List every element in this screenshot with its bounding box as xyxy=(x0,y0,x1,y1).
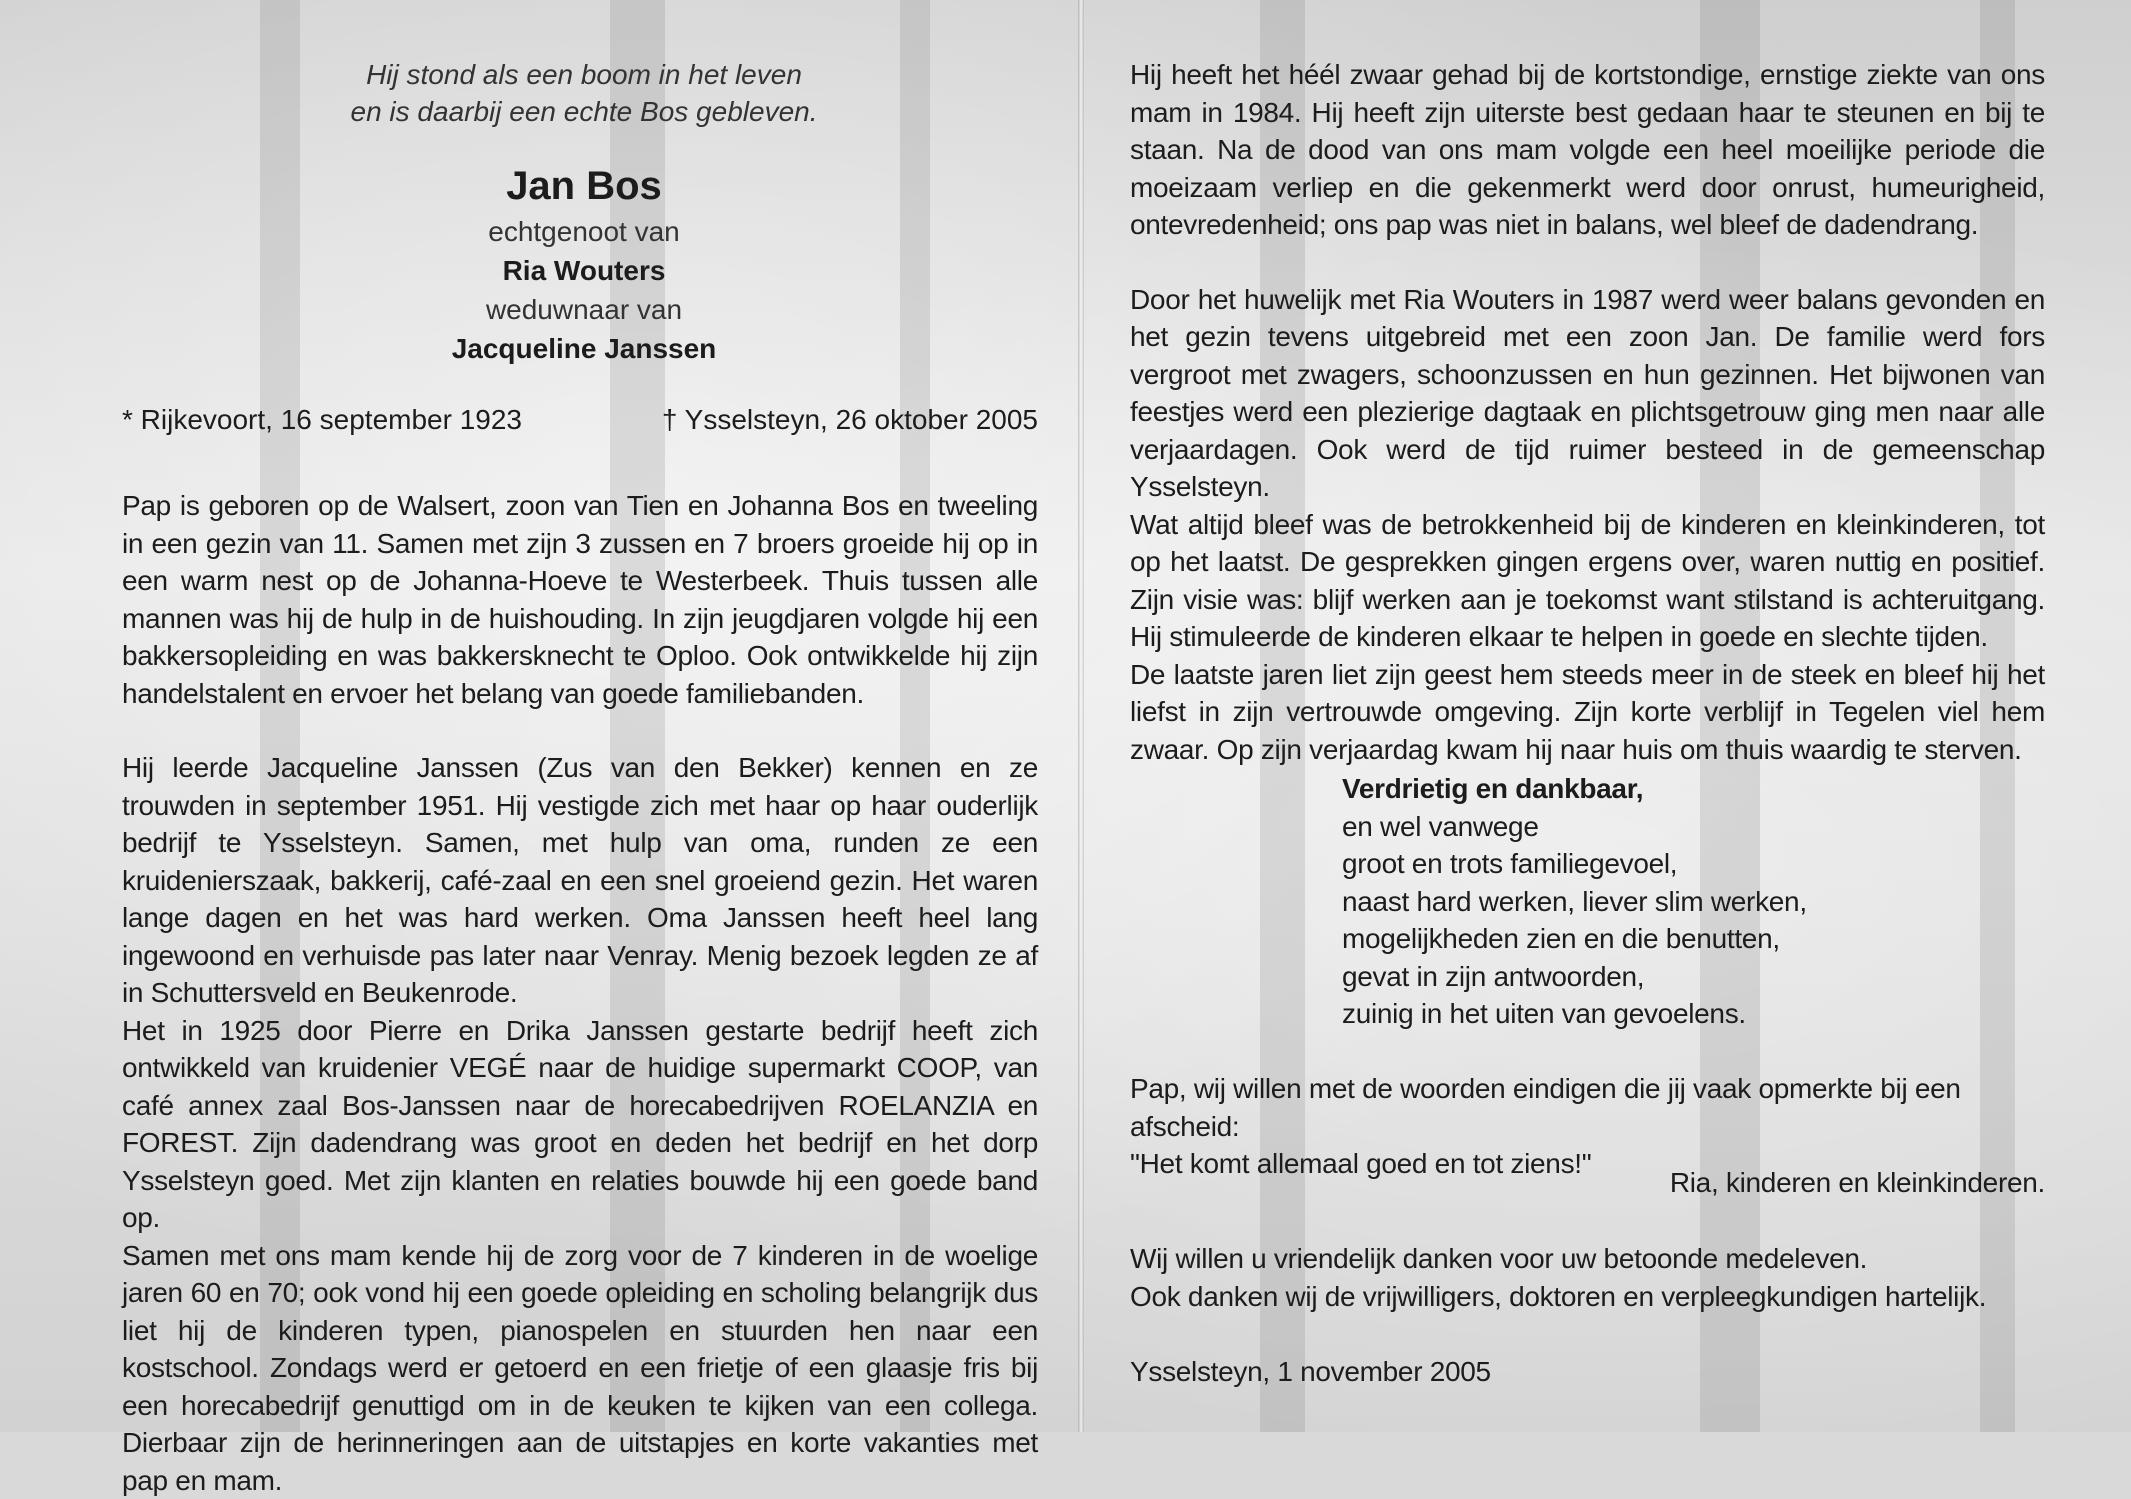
thanks-line: Wij willen u vriendelijk danken voor uw betoonde medeleven. xyxy=(1130,1240,2045,1278)
closing-poem xyxy=(1342,770,2042,1033)
farewell-line: "Het komt allemaal goed en tot ziens!" xyxy=(1130,1145,2045,1183)
thanks-note xyxy=(1130,1240,2045,1315)
paragraph: Pap is geboren op de Walsert, zoon van Tien en Johanna Bos en tweeling in een gezin van 11. Samen met zijn 3 zussen en 7 broers groeide hij op in een warm nest op de Johanna-Hoeve te Westerbeek. Thuis tussen alle mannen was hij de hulp in de huishouding. In zijn jeugdjaren volgde hij een bakkersopleiding en was bakkersknecht te Oploo. Ook ontwikkelde hij zijn handelstalent en ervoer het belang van goede familiebanden. xyxy=(122,487,1038,712)
closing-title: Verdrietig en dankbaar, xyxy=(1342,770,2042,808)
paragraph: Het in 1925 door Pierre en Drika Janssen gestarte bedrijf heeft zich ontwikkeld van kruidenier VEGÉ naar de huidige supermarkt COOP, van café annex zaal Bos-Janssen naar de horecabedrijven ROELANZIA en FOREST. Zijn dadendrang was groot en deden het bedrijf en het dorp Ysselsteyn goed. Met zijn klanten en relaties bouwde hij een goede band op. xyxy=(122,1012,1038,1237)
family-signature: Ria, kinderen en kleinkinderen. xyxy=(1130,1164,2045,1202)
motto xyxy=(120,56,1048,130)
birth-date: * Rijkevoort, 16 september 1923 xyxy=(122,404,522,436)
closing-line: groot en trots familiegevoel, xyxy=(1342,845,2042,883)
closing-line: naast hard werken, liever slim werken, xyxy=(1342,883,2042,921)
place-date: Ysselsteyn, 1 november 2005 xyxy=(1130,1353,2045,1391)
closing-line: en wel vanwege xyxy=(1342,808,2042,846)
name-block xyxy=(120,160,1048,368)
death-date: † Ysselsteyn, 26 oktober 2005 xyxy=(662,404,1038,436)
thanks-line: Ook danken wij de vrijwilligers, doktoren en verpleegkundigen hartelijk. xyxy=(1130,1278,2045,1316)
paragraph: Samen met ons mam kende hij de zorg voor de 7 kinderen in de woelige jaren 60 en 70; ook vond hij een goede opleiding en scholing belangrijk dus liet hij de kinderen typen, pianospelen en stuurden hen naar een kostschool. Zondags werd er getoerd en een frietje of een glaasje fris bij een horecabedrijf genuttigd om in de keuken te kijken van een collega. Dierbaar zijn de herinneringen aan de uitstapjes en korte vakanties met pap en mam. xyxy=(122,1237,1038,1499)
paragraph: Wat altijd bleef was de betrokkenheid bij de kinderen en kleinkinderen, tot op het laatst. De gesprekken gingen ergens over, waren nuttig en positief. Zijn visie was: blijf werken aan je toekomst want stilstand is achteruitgang. Hij stimuleerde de kinderen elkaar te helpen in goede en slechte tijden. xyxy=(1130,506,2045,656)
relation-label: weduwnaar van xyxy=(120,290,1048,329)
motto-line: en is daarbij een echte Bos gebleven. xyxy=(120,93,1048,130)
closing-line: zuinig in het uiten van gevoelens. xyxy=(1342,995,2042,1033)
motto-line: Hij stond als een boom in het leven xyxy=(120,56,1048,93)
paragraph: De laatste jaren liet zijn geest hem steeds meer in de steek en bleef hij het liefst in zijn vertrouwde omgeving. Zijn korte verblijf in Tegelen viel hem zwaar. Op zijn verjaardag kwam hij naar huis om thuis waardig te sterven. xyxy=(1130,656,2045,769)
farewell-line: Pap, wij willen met de woorden eindigen die jij vaak opmerkte bij een afscheid: xyxy=(1130,1070,2045,1145)
spouse-name: Jacqueline Janssen xyxy=(120,329,1048,368)
closing-line: mogelijkheden zien en die benutten, xyxy=(1342,920,2042,958)
deceased-name: Jan Bos xyxy=(120,160,1048,212)
closing-line: gevat in zijn antwoorden, xyxy=(1342,958,2042,996)
right-body-text xyxy=(1130,56,2045,768)
relation-label: echtgenoot van xyxy=(120,212,1048,251)
paragraph: Hij heeft het héél zwaar gehad bij de kortstondige, ernstige ziekte van ons mam in 1984. Hij heeft zijn uiterste best gedaan haar te steunen en bij te staan. Na de dood van ons mam volgde een heel moeilijke periode die moeizaam verliep en die gekenmerkt werd door onrust, humeurigheid, ontevredenheid; ons pap was niet in balans, wel bleef de dadendrang. xyxy=(1130,56,2045,244)
left-body-text xyxy=(122,487,1038,1499)
paragraph: Hij leerde Jacqueline Janssen (Zus van den Bekker) kennen en ze trouwden in september 1951. Hij vestigde zich met haar op haar ouderlijk bedrijf te Ysselsteyn. Samen, met hulp van oma, runden ze een kruidenierszaak, bakkerij, café-zaal en een snel groeiend gezin. Het waren lange dagen en het was hard werken. Oma Janssen heeft heel lang ingewoond en verhuisde pas later naar Venray. Menig bezoek legden ze af in Schuttersveld en Beukenrode. xyxy=(122,749,1038,1012)
spouse-name: Ria Wouters xyxy=(120,251,1048,290)
paragraph: Door het huwelijk met Ria Wouters in 1987 werd weer balans gevonden en het gezin tevens uitgebreid met een zoon Jan. De familie werd fors vergroot met zwagers, schoonzussen en hun gezinnen. Het bijwonen van feestjes werd een plezierige dagtaak en plichtsgetrouw ging men naar alle verjaardagen. Ook werd de tijd ruimer besteed in de gemeenschap Ysselsteyn. xyxy=(1130,281,2045,506)
